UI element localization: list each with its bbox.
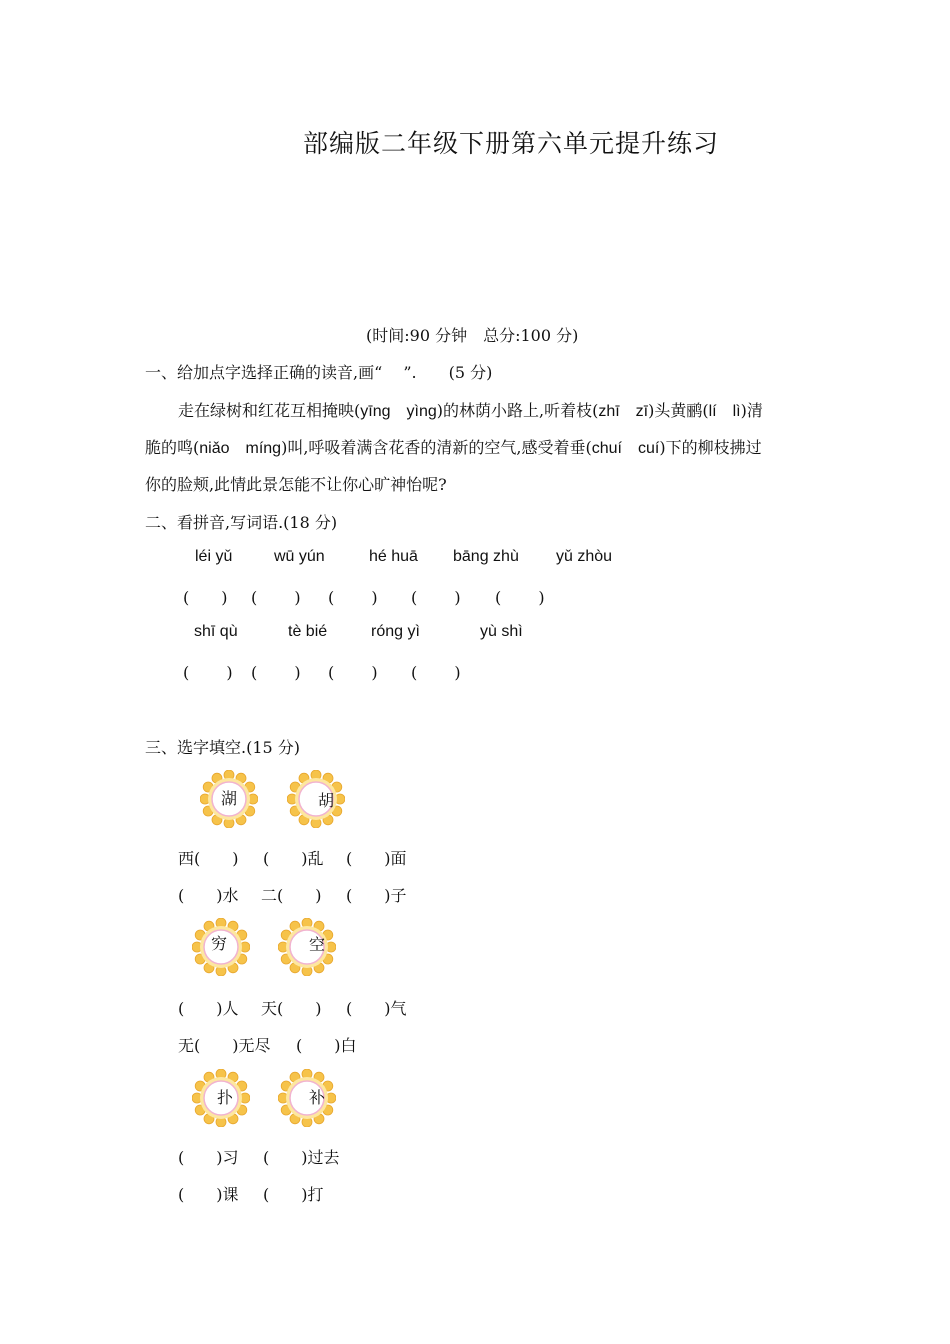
section1-line3: 你的脸颊,此情此景怎能不让你心旷神怡呢? [145, 475, 447, 494]
line-text: )头黄鹂( [648, 401, 709, 420]
fill-item[interactable]: ( )打 [263, 1185, 324, 1204]
flower-badge [192, 918, 250, 976]
flower-badge [200, 770, 258, 828]
section1-heading: 一、给加点字选择正确的读音,画“ ”. (5 分) [145, 363, 493, 382]
fill-item[interactable]: ( )子 [346, 886, 407, 905]
fill-item[interactable]: 西( ) [178, 849, 239, 868]
fill-item[interactable]: ( )人 [178, 999, 239, 1018]
answer-blank[interactable]: ( ) [183, 588, 228, 607]
flower-badge [192, 1069, 250, 1127]
flower-badge [278, 1069, 336, 1127]
fill-item[interactable]: 二( ) [261, 886, 322, 905]
fill-item[interactable]: ( )课 [178, 1185, 239, 1204]
pinyin-choice[interactable]: zhī zī [598, 403, 649, 420]
section1-line1 [178, 398, 763, 421]
answer-blank[interactable]: ( ) [411, 663, 461, 682]
pinyin-item: yǔ zhòu [556, 548, 613, 565]
line-text: )清 [740, 401, 763, 420]
flower-badge [287, 770, 345, 828]
pinyin-choice[interactable]: lí lì [708, 403, 741, 420]
line-text: )叫,呼吸着满含花香的清新的空气,感受着垂( [281, 438, 592, 457]
page-title: 部编版二年级下册第六单元提升练习 [303, 129, 720, 158]
pinyin-item: wū yún [274, 548, 325, 565]
flower-char: 穷 [210, 934, 227, 953]
section1-line2 [145, 435, 762, 458]
answer-blank[interactable]: ( ) [183, 663, 233, 682]
pinyin-item: hé huā [369, 548, 418, 565]
fill-item[interactable]: ( )气 [346, 999, 407, 1018]
fill-item[interactable]: ( )习 [178, 1148, 239, 1167]
answer-blank[interactable]: ( ) [251, 663, 301, 682]
flower-char: 胡 [317, 791, 334, 810]
fill-item[interactable]: ( )面 [346, 849, 407, 868]
pinyin-item: bāng zhù [453, 548, 519, 565]
pinyin-item: yù shì [480, 623, 523, 640]
pinyin-item: róng yì [371, 623, 420, 640]
pinyin-choice[interactable]: yīng yìng [360, 403, 437, 420]
line-text: 脆的鸣( [145, 438, 200, 457]
pinyin-choice[interactable]: chuí cuí [591, 440, 660, 457]
answer-blank[interactable]: ( ) [328, 663, 378, 682]
fill-item[interactable]: 天( ) [261, 999, 322, 1018]
pinyin-item: léi yǔ [195, 548, 233, 565]
section3-heading: 三、选字填空.(15 分) [145, 738, 301, 757]
exam-meta: (时间:90 分钟 总分:100 分) [366, 326, 579, 345]
fill-item[interactable]: ( )乱 [263, 849, 324, 868]
answer-blank[interactable]: ( ) [411, 588, 461, 607]
flower-char: 扑 [216, 1088, 233, 1107]
answer-blank[interactable]: ( ) [328, 588, 378, 607]
fill-item[interactable]: ( )过去 [263, 1148, 340, 1167]
flower-char: 空 [308, 935, 325, 954]
pinyin-choice[interactable]: niǎo míng [199, 440, 282, 457]
section2-heading: 二、看拼音,写词语.(18 分) [145, 513, 338, 532]
flower-char: 补 [308, 1088, 325, 1107]
flower-char: 湖 [220, 789, 237, 808]
line-text: )的林荫小路上,听着枝( [436, 401, 599, 420]
answer-blank[interactable]: ( ) [495, 588, 545, 607]
fill-item[interactable]: ( )水 [178, 886, 239, 905]
fill-item[interactable]: 无( )无尽 [178, 1036, 271, 1055]
line-text: )下的柳枝拂过 [659, 438, 762, 457]
flower-badge [278, 918, 336, 976]
answer-blank[interactable]: ( ) [251, 588, 301, 607]
fill-item[interactable]: ( )白 [296, 1036, 357, 1055]
line-text: 走在绿树和红花互相掩映( [178, 401, 361, 420]
pinyin-item: shī qù [194, 623, 238, 640]
pinyin-item: tè bié [288, 623, 328, 640]
